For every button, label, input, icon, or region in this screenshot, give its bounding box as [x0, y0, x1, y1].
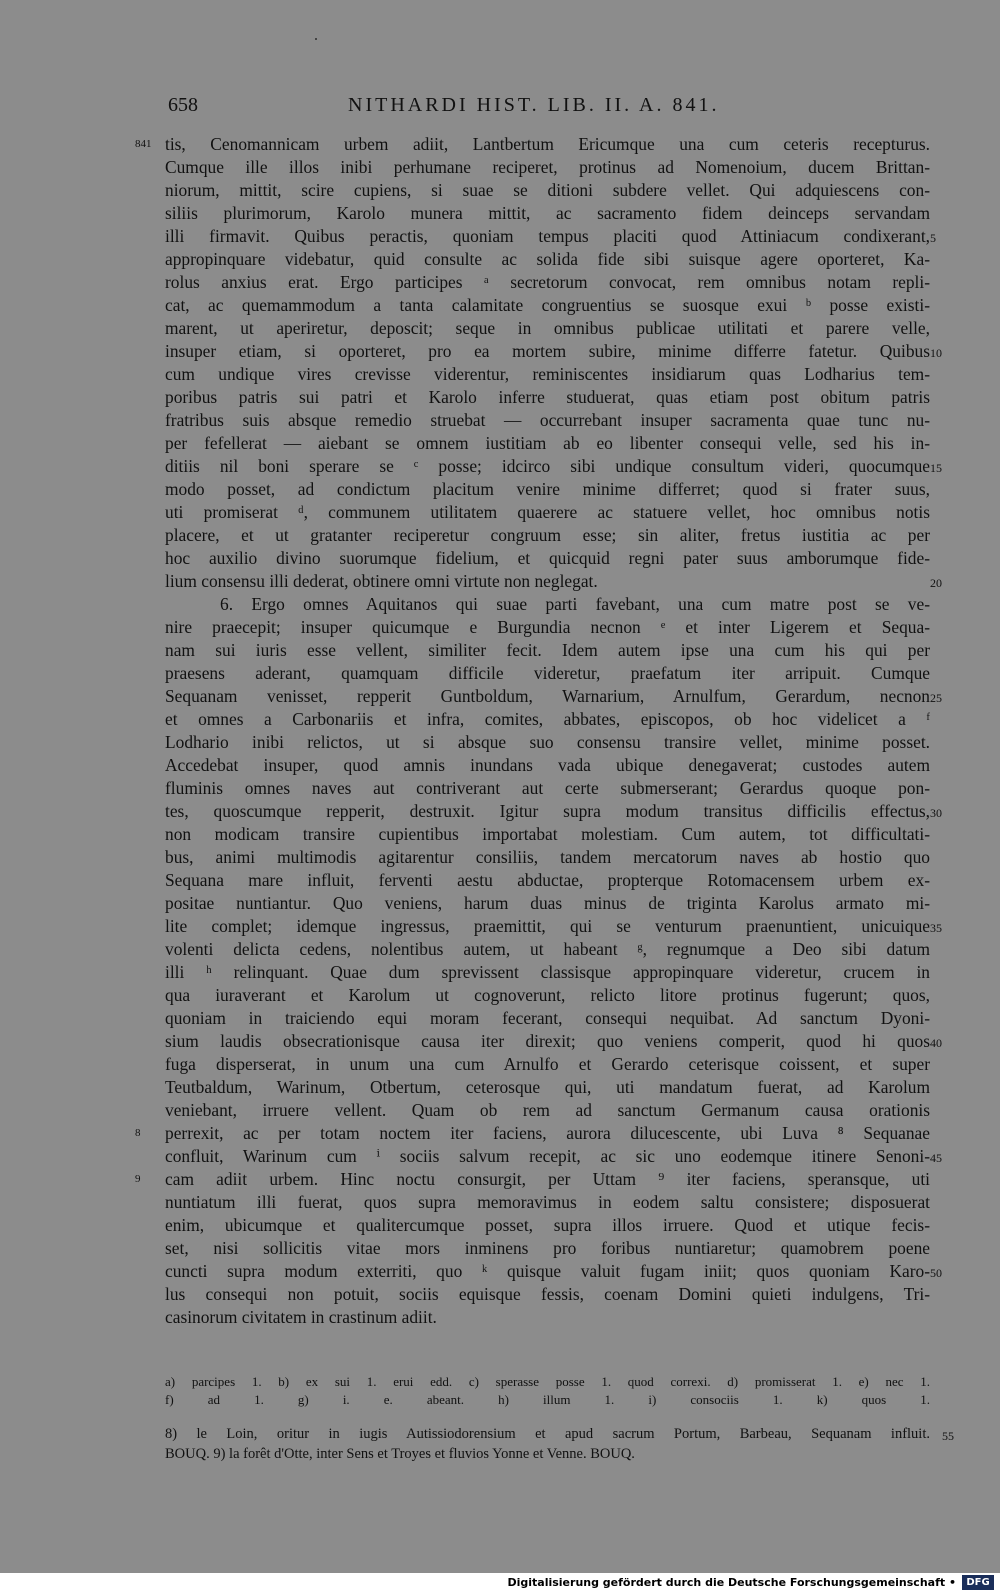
- line-text: cuncti supra modum exterriti, quo ᵏ quisque valuit fugam iniit; quos quoniam Karo-: [165, 1261, 930, 1281]
- text-line: [165, 1145, 942, 1168]
- dfg-logo[interactable]: DFG: [962, 1575, 994, 1590]
- line-text: set, nisi sollicitis vitae mors inminens pro foribus nuntiaretur; quamobrem poene: [165, 1238, 930, 1258]
- line-number: 35: [930, 921, 942, 935]
- line-text: fuga disperserat, in unum una cum Arnulfo et Gerardo ceterisque coissent, et super: [165, 1054, 930, 1074]
- text-line: [165, 1237, 930, 1260]
- text-line: [165, 662, 930, 685]
- text-line: [165, 179, 930, 202]
- text-line: [165, 731, 930, 754]
- line-text: nam sui iuris esse vellent, similiter fecit. Idem autem ipse una cum his qui per: [165, 640, 930, 660]
- line-text: Lodhario inibi relictos, ut si absque suo consensu transire vellet, minime posset.: [165, 732, 930, 752]
- critical-apparatus: [165, 1373, 930, 1409]
- line-text: per fefellerat — aiebant se omnem iustitiam ab eo libenter consequi velle, sed his in-: [165, 433, 930, 453]
- text-line: [165, 1260, 942, 1283]
- text-line: [165, 846, 930, 869]
- line-text: Accedebat insuper, quod amnis inundans vada ubique denegaverat; custodes autem: [165, 755, 930, 775]
- line-text: fluminis omnes naves aut contriverant aut certe submerserant; Gerardus quoque pon-: [165, 778, 930, 798]
- text-line: [165, 823, 930, 846]
- line-number: 45: [930, 1151, 942, 1165]
- line-text: poribus patris sui patri et Karolo inferre studuerat, quas etiam post obitum patris: [165, 387, 930, 407]
- line-text: Sequanam venisset, repperit Guntboldum, Warnarium, Arnulfum, Gerardum, necnon: [165, 686, 930, 706]
- line-number: 20: [930, 576, 942, 590]
- text-line: [165, 478, 930, 501]
- line-text: siliis plurimorum, Karolo munera mittit, ac sacramento fidem deinceps servandam: [165, 203, 930, 223]
- line-text: appropinquare videbatur, quid consulte ac solida fide sibi suisque agere oporteret, Ka-: [165, 249, 930, 269]
- text-line: [165, 593, 930, 616]
- text-line: [165, 225, 936, 248]
- line-text: enim, ubicumque et qualitercumque posset, supra illos irruere. Quod et utique fecis-: [165, 1215, 930, 1235]
- line-text: illi ʰ relinquant. Quae dum sprevissent classisque appropinquare videretur, crucem in: [165, 962, 930, 982]
- line-text: insuper etiam, si oporteret, pro ea mortem subire, minime differre fatetur. Quibus: [165, 341, 930, 361]
- line-text: non modicam transire cupientibus importabat molestiam. Cum autem, tot difficultati-: [165, 824, 930, 844]
- text-line: [165, 777, 930, 800]
- line-number: 55: [942, 1429, 954, 1443]
- line-number: 50: [930, 1266, 942, 1280]
- line-text: cat, ac quemammodum a tanta calamitate congruentius se suosque exui ᵇ posse existi-: [165, 295, 930, 315]
- text-line: [165, 1053, 930, 1076]
- text-line: [135, 1168, 930, 1191]
- line-text: tes, quoscumque repperit, destruxit. Igitur supra modum transitus difficilis effectus,: [165, 801, 930, 821]
- text-line: [165, 363, 930, 386]
- line-text: bus, animi multimodis agitarentur consiliis, tandem mercatorum naves ab hostio quo: [165, 847, 930, 867]
- text-line: [165, 616, 930, 639]
- line-text: rolus anxius erat. Ergo participes ᵃ secretorum convocat, rem omnibus notam repli-: [165, 272, 930, 292]
- page-header: [168, 94, 936, 128]
- line-text: cum undique vires crevisse viderentur, reminiscentes insidiarum quas Lodharius tem-: [165, 364, 930, 384]
- line-text: positae nuntiantur. Quo veniens, harum duas minus de triginta Karolus armato mi-: [165, 893, 930, 913]
- text-line: [165, 1191, 930, 1214]
- apparatus-line: f) ad 1. g) i. e. abeant. h) illum 1. i) consociis 1. k) quos 1.: [165, 1392, 930, 1407]
- line-text: fratribus suis absque remedio struebat — occurrebant insuper sacramenta quae tunc nu-: [165, 410, 930, 430]
- text-line: [165, 432, 930, 455]
- text-line: [165, 1030, 942, 1053]
- line-text: modo posset, ad condictum placitum venire minime differret; quod si frater suus,: [165, 479, 930, 499]
- margin-note-ref: 8: [135, 1127, 141, 1139]
- text-line: [165, 869, 930, 892]
- text-line: [165, 248, 930, 271]
- text-line: [165, 984, 930, 1007]
- line-number: 10: [930, 346, 942, 360]
- text-line: [165, 386, 930, 409]
- line-text: cam adiit urbem. Hinc noctu consurgit, per Uttam ⁹ iter faciens, speransque, uti: [165, 1169, 930, 1189]
- line-text: quoniam in traiciendo equi moram fecerant, consequi nequibat. Ad sanctum Dyoni-: [165, 1008, 930, 1028]
- scan-speck: [315, 38, 317, 40]
- margin-note-ref: 841: [135, 138, 152, 150]
- text-line: [165, 938, 930, 961]
- text-line: [165, 294, 930, 317]
- text-line: [165, 685, 942, 708]
- line-text: perrexit, ac per totam noctem iter faciens, aurora dilucescente, ubi Luva ⁸ Sequanae: [165, 1123, 930, 1143]
- line-text: lium consensu illi dederat, obtinere omni virtute non neglegat.: [165, 571, 598, 591]
- text-line: [165, 754, 930, 777]
- text-line: [165, 570, 942, 593]
- line-text: lus consequi non potuit, sociis equisque fessis, coenam Domini quieti indulgens, Tri-: [165, 1284, 930, 1304]
- line-text: casinorum civitatem in crastinum adiit.: [165, 1307, 437, 1327]
- line-text: nire praecepit; insuper quicumque e Burgundia necnon ᵉ et inter Ligerem et Sequa-: [165, 617, 930, 637]
- line-number: 40: [930, 1036, 942, 1050]
- explanatory-notes: [165, 1424, 954, 1464]
- text-line: [165, 1099, 930, 1122]
- line-text: illi firmavit. Quibus peractis, quoniam tempus placiti quod Attiniacum condixerant,: [165, 226, 930, 246]
- apparatus-line: a) parcipes 1. b) ex sui 1. erui edd. c) sperasse posse 1. quod correxi. d) promisserat 1. e) nec 1.: [165, 1374, 930, 1389]
- text-line: [165, 1007, 930, 1030]
- text-line: [165, 271, 930, 294]
- line-number: 25: [930, 691, 942, 705]
- main-text: [135, 133, 942, 1329]
- text-line: [165, 501, 930, 524]
- text-line: [165, 340, 942, 363]
- line-text: praesens aderant, quamquam difficile videretur, praefatum iter arripuit. Cumque: [165, 663, 930, 683]
- text-line: [165, 455, 942, 478]
- text-line: [165, 639, 930, 662]
- text-line: [165, 1283, 930, 1306]
- page-number: 658: [168, 94, 198, 116]
- line-text: 6. Ergo omnes Aquitanos qui suae parti favebant, una cum matre post se ve-: [220, 594, 930, 614]
- text-line: [135, 133, 930, 156]
- text-line: [165, 1076, 930, 1099]
- text-line: [165, 1306, 930, 1329]
- text-line: [165, 892, 930, 915]
- text-line: [165, 800, 942, 823]
- margin-note-ref: 9: [135, 1173, 141, 1185]
- line-text: uti promiserat ᵈ, communem utilitatem quaerere ac statuere vellet, hoc omnibus notis: [165, 502, 930, 522]
- line-number: 15: [930, 461, 942, 475]
- line-text: ditiis nil boni sperare se ᶜ posse; idcirco sibi undique consultum videri, quocumque: [165, 456, 930, 476]
- line-text: marent, ut aperiretur, deposcit; seque in omnibus publicae utilitati et parere velle,: [165, 318, 930, 338]
- note-text: 8) le Loin, oritur in iugis Autissiodorensium et apud sacrum Portum, Barbeau, Sequanam influit.: [165, 1426, 930, 1442]
- line-text: et omnes a Carbonariis et infra, comites, abbates, episcopos, ob hoc videlicet a ᶠ: [165, 709, 930, 729]
- line-text: hoc auxilio divino suorumque fidelium, et quicquid regni pater suus amborumque fide-: [165, 548, 930, 568]
- text-line: [165, 915, 942, 938]
- line-text: Teutbaldum, Warinum, Otbertum, ceterosque qui, uti mandatum fuerat, ad Karolum: [165, 1077, 930, 1097]
- line-text: confluit, Warinum cum ⁱ sociis salvum recepit, ac sic uno eodemque itinere Senoni-: [165, 1146, 930, 1166]
- line-text: veniebant, irruere vellent. Quam ob rem ad sanctum Germanum causa orationis: [165, 1100, 930, 1120]
- line-text: sium laudis obsecrationisque causa iter direxit; quo veniens comperit, quod hi quos: [165, 1031, 930, 1051]
- line-text: Sequana mare influit, ferventi aestu abductae, propterque Rotomacensem urbem ex-: [165, 870, 930, 890]
- line-number: 30: [930, 806, 942, 820]
- text-line: [165, 202, 930, 225]
- line-text: placere, et ut gratanter reciperetur congruum esse; sin aliter, fretus iustitia ac per: [165, 525, 930, 545]
- text-line: [135, 1122, 930, 1145]
- digitization-footer: [0, 1573, 1000, 1593]
- text-line: [165, 409, 930, 432]
- text-line: [165, 156, 930, 179]
- note-line: [165, 1444, 930, 1464]
- text-line: [165, 1214, 930, 1237]
- line-text: lite complet; idemque ingressus, praemittit, qui se venturum praenuntient, unicuique: [165, 916, 930, 936]
- line-text: qua iuraverant et Karolum ut cognoverunt, relicto litore protinus fugerunt; quos,: [165, 985, 930, 1005]
- line-text: volenti delicta cedens, nolentibus autem, ut habeant ᵍ, regnumque a Deo sibi datum: [165, 939, 930, 959]
- line-text: Cumque ille illos inibi perhumane reciperet, protinus ad Nomenoium, ducem Brittan-: [165, 157, 930, 177]
- funding-credit: Digitalisierung gefördert durch die Deutsche Forschungsgemeinschaft •: [507, 1576, 956, 1589]
- line-text: niorum, mittit, scire cupiens, si suae se ditioni subdere vellet. Qui adquiescens con-: [165, 180, 930, 200]
- text-line: [165, 961, 930, 984]
- line-number: 5: [930, 231, 936, 245]
- note-line: [165, 1424, 954, 1444]
- line-text: nuntiatum illi fuerat, quos supra memoravimus in eodem saltu consistere; disposuerat: [165, 1192, 930, 1212]
- note-text: BOUQ. 9) la forêt d'Otte, inter Sens et Troyes et fluvios Yonne et Venne. BOUQ.: [165, 1446, 635, 1462]
- text-line: [165, 524, 930, 547]
- text-line: [165, 547, 930, 570]
- running-title: NITHARDI HIST. LIB. II. A. 841.: [348, 94, 720, 116]
- text-line: [165, 708, 930, 731]
- text-line: [165, 317, 930, 340]
- line-text: tis, Cenomannicam urbem adiit, Lantbertum Ericumque una cum ceteris recepturus.: [165, 134, 930, 154]
